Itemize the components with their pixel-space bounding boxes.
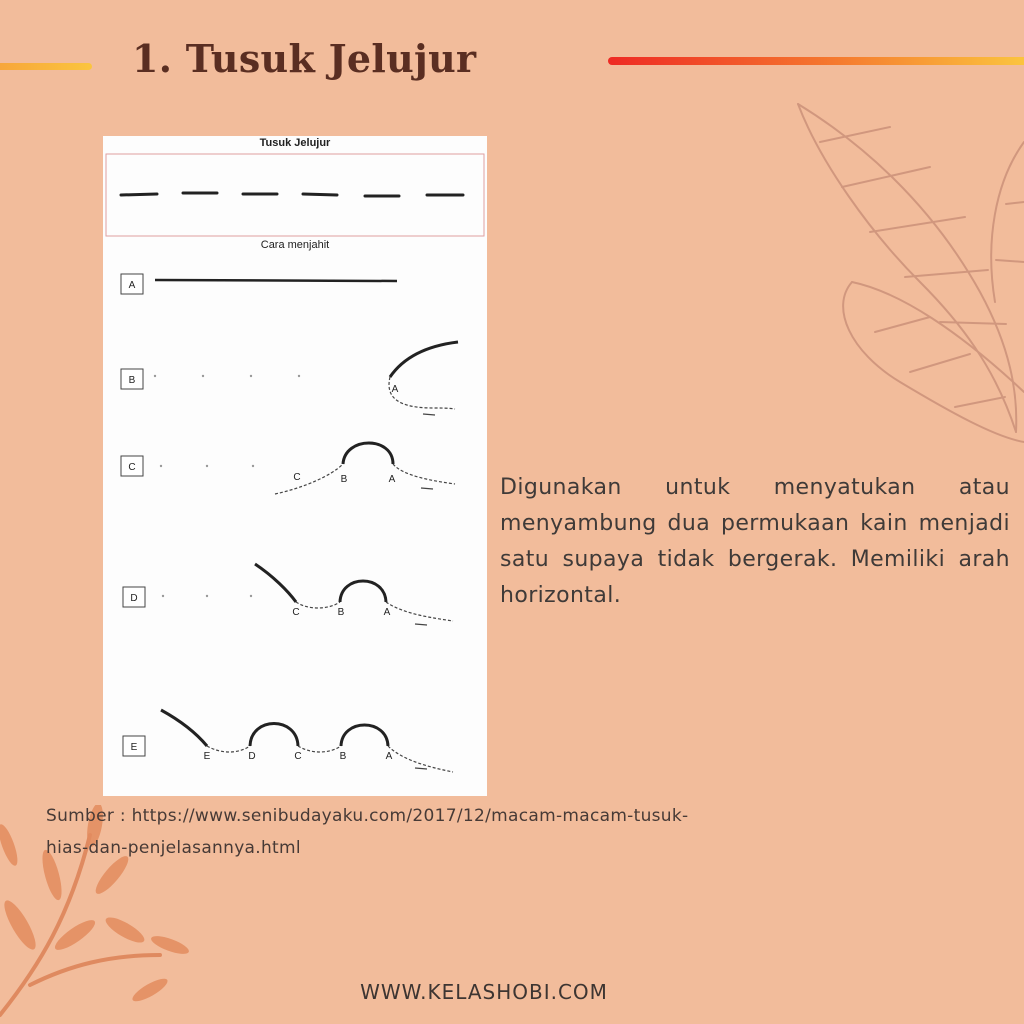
step-label-c: C [128, 462, 136, 473]
point-label-a: A [388, 474, 396, 485]
point-label-b: B [337, 607, 345, 618]
step-d-diagram [162, 564, 453, 625]
leaf-decoration-icon [780, 92, 1024, 472]
description-text: Digunakan untuk menyatukan atau menyambung dua permukaan kain menjadi satu supaya tidak bergerak. Memiliki arah horizontal. [500, 475, 1010, 608]
accent-bar-right [608, 57, 1024, 65]
step-label-d: D [130, 593, 138, 604]
step-b-diagram [154, 342, 458, 415]
point-label-d: D [248, 751, 256, 762]
point-label-a: A [391, 384, 399, 395]
point-label-a: A [383, 607, 391, 618]
accent-bar-left [0, 63, 92, 70]
step-c-diagram [160, 443, 455, 494]
point-label-b: B [340, 474, 348, 485]
point-label-c: C [294, 751, 302, 762]
footer-website[interactable]: WWW.KELASHOBI.COM [360, 980, 608, 1004]
illustration-heading: Tusuk Jelujur [259, 137, 331, 149]
point-label-a: A [385, 751, 393, 762]
step-label-a: A [128, 280, 136, 291]
step-a-stitch [155, 280, 397, 281]
step-label-b: B [128, 375, 136, 386]
sample-stitches [121, 193, 463, 196]
source-link[interactable]: Sumber : https://www.senibudayaku.com/2017/12/macam-macam-tusuk-hias-dan-penjelasannya.html [46, 806, 689, 858]
step-label-e: E [130, 742, 138, 753]
point-label-b: B [339, 751, 347, 762]
illustration-subheading: Cara menjahit [260, 239, 330, 251]
point-label-c: C [292, 607, 300, 618]
stitch-illustration [103, 136, 487, 796]
step-e-diagram [161, 710, 453, 772]
point-label-c: C [293, 472, 301, 483]
page-title: 1. Tusuk Jelujur [132, 36, 477, 81]
point-label-e: E [203, 751, 211, 762]
